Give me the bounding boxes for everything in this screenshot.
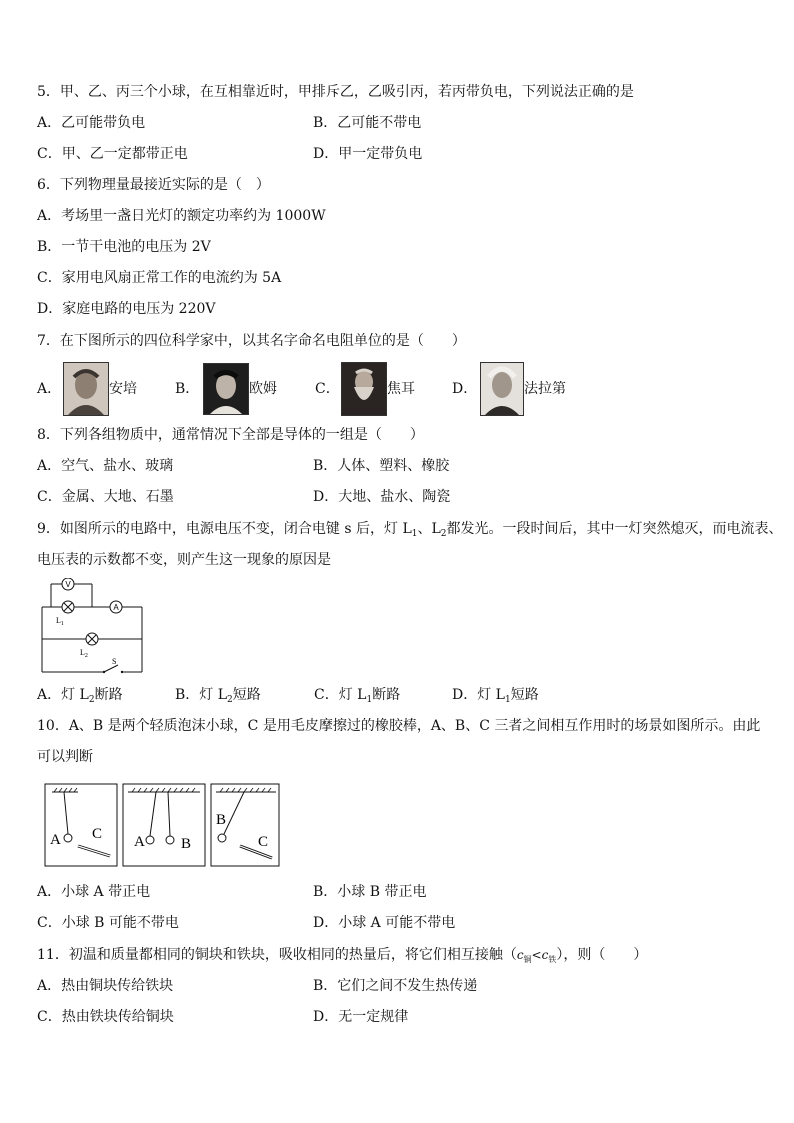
q9-option-a[interactable]: A．灯 $L_2$断路 <box>37 687 123 705</box>
q5-option-c[interactable]: C．甲、乙一定都带正电 <box>37 146 188 162</box>
q7-option-c-name: 焦耳 <box>387 381 415 397</box>
q7-option-d-letter[interactable]: D． <box>452 381 478 397</box>
q9-option-d[interactable]: D．灯 $L_1$短路 <box>452 687 539 705</box>
q7-option-b-letter[interactable]: B． <box>175 381 200 397</box>
q8-stem: 8．下列各组物质中，通常情况下全部是导体的一组是（ ） <box>37 427 424 443</box>
q5-stem: 5．甲、乙、丙三个小球，在互相靠近时，甲排斥乙，乙吸引丙，若丙带负电，下列说法正确的是 <box>37 84 634 100</box>
q7-portrait-ohm <box>203 363 249 415</box>
q9-stem-line1: 9．如图所示的电路中，电源电压不变，闭合电键 s 后，灯 $L_1$、$L_2$都发光。一段时间后，其中一灯突然熄灭，而电流表、 <box>37 521 783 539</box>
q6-option-d[interactable]: D．家庭电路的电压为 220V <box>37 301 216 317</box>
q11-stem: 11．初温和质量都相同的铜块和铁块，吸收相同的热量后，将它们相互接触$(c_铜<c_铁)$，则（ ） <box>37 947 648 964</box>
q11-option-c[interactable]: C．热由铁块传给铜块 <box>37 1009 174 1025</box>
q5-option-d[interactable]: D．甲一定带负电 <box>313 146 423 162</box>
svg-text:C: C <box>258 834 269 850</box>
q11-option-b[interactable]: B．它们之间不发生热传递 <box>313 978 478 994</box>
q6-option-c[interactable]: C．家用电风扇正常工作的电流约为 5A <box>37 270 282 286</box>
q10-stem-line1: 10．A、B 是两个轻质泡沫小球，C 是用毛皮摩擦过的橡胶棒，A、B、C 三者之间相互作用时的场景如图所示。由此 <box>37 718 761 734</box>
q7-option-c-letter[interactable]: C． <box>315 381 340 397</box>
svg-text:L1: $L_1$ <box>56 616 64 627</box>
q8-option-a[interactable]: A．空气、盐水、玻璃 <box>37 458 174 474</box>
q5-option-b[interactable]: B．乙可能不带电 <box>313 115 422 131</box>
svg-text:A: A <box>50 832 61 848</box>
q10-interaction-diagrams <box>44 782 282 868</box>
q7-portrait-ampere <box>63 362 109 416</box>
svg-text:B: B <box>216 812 227 828</box>
svg-text:L2: $L_2$ <box>80 648 88 659</box>
svg-text:S: S <box>112 657 117 666</box>
q9-circuit-diagram <box>36 578 148 676</box>
q11-option-d[interactable]: D．无一定规律 <box>313 1009 409 1025</box>
q7-option-d-name: 法拉第 <box>524 381 566 397</box>
q7-portrait-joule <box>341 362 387 416</box>
q7-option-a-letter[interactable]: A． <box>37 381 62 397</box>
svg-text:A: A <box>113 603 119 612</box>
q9-option-c[interactable]: C．灯 $L_1$断路 <box>314 687 401 705</box>
q6-stem: 6．下列物理量最接近实际的是（ ） <box>37 177 270 193</box>
q9-option-b[interactable]: B．灯 $L_2$短路 <box>175 687 261 705</box>
q7-portrait-faraday <box>480 362 524 416</box>
q10-option-a[interactable]: A．小球 A 带正电 <box>37 884 151 900</box>
q8-option-d[interactable]: D．大地、盐水、陶瓷 <box>313 489 451 505</box>
svg-text:A: A <box>134 834 145 850</box>
q6-option-a[interactable]: A．考场里一盏日光灯的额定功率约为 1000W <box>37 208 326 224</box>
svg-text:B: B <box>181 836 192 852</box>
q9-stem-line2: 电压表的示数都不变，则产生这一现象的原因是 <box>37 552 331 568</box>
q10-panel-3 <box>211 784 279 866</box>
q10-option-d[interactable]: D．小球 A 可能不带电 <box>313 915 456 931</box>
q10-panel-2 <box>123 784 205 866</box>
svg-text:V: V <box>65 580 71 589</box>
q7-stem: 7．在下图所示的四位科学家中，以其名字命名电阻单位的是（ ） <box>37 333 466 349</box>
q11-option-a[interactable]: A．热由铜块传给铁块 <box>37 978 174 994</box>
q6-option-b[interactable]: B．一节干电池的电压为 2V <box>37 239 211 255</box>
q10-stem-line2: 可以判断 <box>37 749 93 765</box>
q7-option-b-name: 欧姆 <box>249 381 277 397</box>
q10-option-b[interactable]: B．小球 B 带正电 <box>313 884 427 900</box>
svg-text:C: C <box>92 826 103 842</box>
q8-option-b[interactable]: B．人体、塑料、橡胶 <box>313 458 450 474</box>
q10-option-c[interactable]: C．小球 B 可能不带电 <box>37 915 179 931</box>
q7-option-a-name: 安培 <box>109 381 137 397</box>
q8-option-c[interactable]: C．金属、大地、石墨 <box>37 489 174 505</box>
q5-option-a[interactable]: A．乙可能带负电 <box>37 115 146 131</box>
q10-panel-1 <box>45 784 117 866</box>
